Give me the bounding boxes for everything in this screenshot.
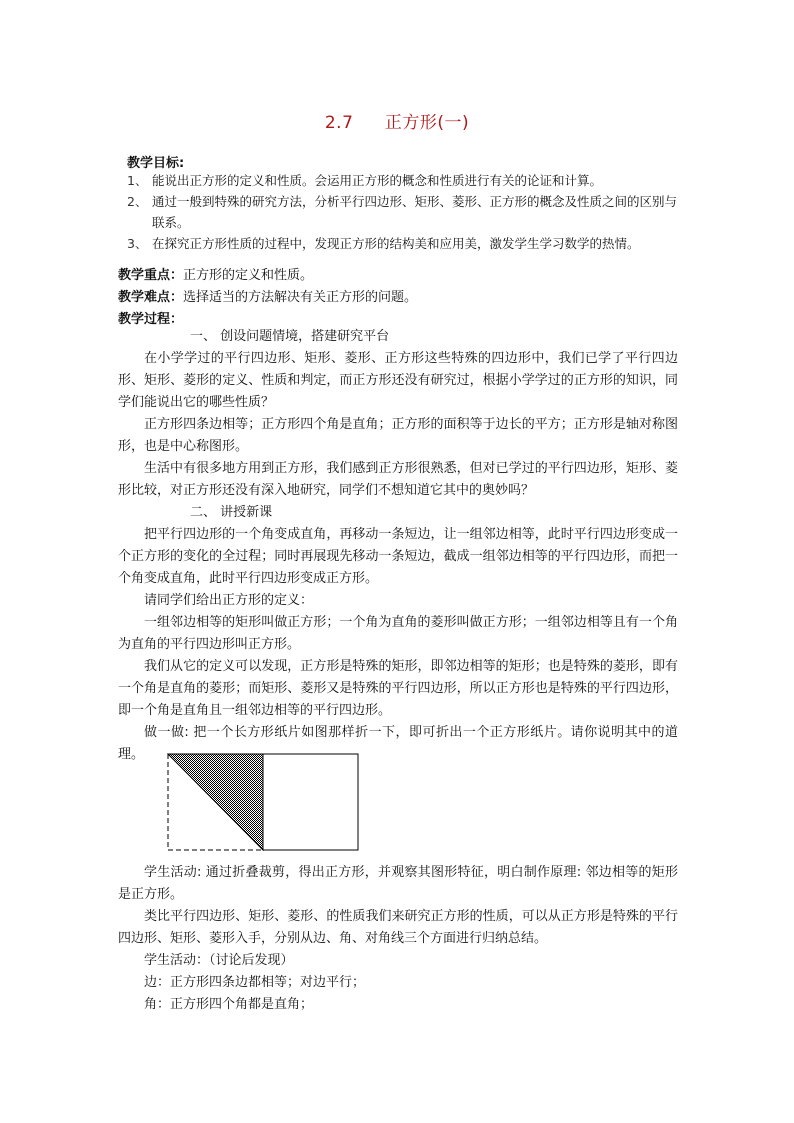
- objective-item: [127, 233, 677, 254]
- process-body-upper: [118, 326, 678, 766]
- paragraph: 学生活动: 通过折叠裁剪，得出正方形，并观察其图形特征，明白制作原理: 邻边相等的矩形是正方形。: [118, 865, 678, 902]
- folded-triangle: [168, 754, 263, 850]
- paragraph: 类比平行四边形、矩形、菱形、的性质我们来研究正方形的性质，可以从正方形是特殊的平行四边形、矩形、菱形入手，分别从边、角、对角线三个方面进行归纳总结。: [118, 909, 678, 946]
- objective-number: 1、: [127, 173, 148, 188]
- difficulty-text: 选择适当的方法解决有关正方形的问题。: [183, 290, 418, 305]
- objective-text: 通过一般到特殊的研究方法，分析平行四边形、矩形、菱形、正方形的概念及性质之间的区别与联系。: [152, 194, 678, 230]
- section-heading-1: 一、 创设问题情境，搭建研究平台: [190, 329, 390, 344]
- objective-number: 3、: [127, 236, 148, 251]
- section-number: 2.7: [324, 113, 354, 133]
- objective-number: 2、: [127, 194, 148, 209]
- paragraph: 一组邻边相等的矩形叫做正方形；一个角为直角的菱形叫做正方形；一组邻边相等且有一个角为直角的平行四边形叫正方形。: [118, 615, 678, 652]
- objective-text: 能说出正方形的定义和性质。会运用正方形的概念和性质进行有关的论证和计算。: [152, 173, 603, 188]
- key-point: [118, 264, 313, 283]
- objectives-list: [127, 170, 677, 254]
- title-text: 正方形(一): [384, 113, 470, 133]
- rectangle-remaining-part: [263, 754, 358, 850]
- page-title: [0, 108, 794, 133]
- folded-paper-figure: [167, 753, 359, 851]
- paragraph: 在小学学过的平行四边形、矩形、菱形、正方形这些特殊的四边形中，我们已学了平行四边形、矩形、菱形的定义、性质和判定，而正方形还没有研究过，根据小学学过的正方形的知识，同学们能说出它的哪些性质？: [118, 351, 678, 410]
- section-heading-2: 二、 讲授新课: [190, 505, 273, 520]
- paragraph: 把平行四边形的一个角变成直角，再移动一条短边，让一组邻边相等，此时平行四边形变成一个正方形的变化的全过程；同时再展现先移动一条短边，截成一组邻边相等的平行四边形，而把一个角变成直角，此时平行四边形变成正方形。: [118, 527, 678, 586]
- paragraph: 请同学们给出正方形的定义：: [144, 593, 314, 608]
- objective-item: [127, 170, 677, 191]
- process-label: 教学过程：: [118, 312, 184, 327]
- paragraph: 角：正方形四个角都是直角；: [144, 997, 314, 1012]
- objectives-heading: 教学目标:: [127, 156, 185, 171]
- paragraph: 生活中有很多地方用到正方形，我们感到正方形很熟悉，但对已学过的平行四边形，矩形、菱形比较，对正方形还没有深入地研究，同学们不想知道它其中的奥妙吗？: [118, 461, 678, 498]
- paragraph: 我们从它的定义可以发现，正方形是特殊的矩形，即邻边相等的矩形；也是特殊的菱形，即有一个角是直角的菱形；而矩形、菱形又是特殊的平行四边形，所以正方形也是特殊的平行四边形，即一个角是直角且一组邻边相等的平行四边形。: [118, 659, 678, 718]
- process-body-lower: [118, 862, 678, 1016]
- objective-text: 在探究正方形性质的过程中，发现正方形的结构美和应用美，激发学生学习数学的热情。: [152, 236, 640, 251]
- paragraph: 学生活动：（讨论后发现）: [144, 953, 294, 968]
- key-point-text: 正方形的定义和性质。: [183, 268, 314, 283]
- paragraph: 做一做: 把一个长方形纸片如图那样折一下，即可折出一个正方形纸片。请你说明其中的道理。: [118, 725, 678, 762]
- paragraph: 正方形四条边相等；正方形四个角是直角；正方形的面积等于边长的平方；正方形是轴对称图形，也是中心称图形。: [118, 417, 678, 454]
- process-heading: [118, 308, 183, 327]
- objective-item: [127, 191, 677, 233]
- difficulty-label: 教学难点：: [118, 290, 184, 305]
- key-point-label: 教学重点：: [118, 268, 184, 283]
- difficulty: [118, 286, 417, 305]
- paragraph: 边：正方形四条边都相等；对边平行；: [144, 975, 366, 990]
